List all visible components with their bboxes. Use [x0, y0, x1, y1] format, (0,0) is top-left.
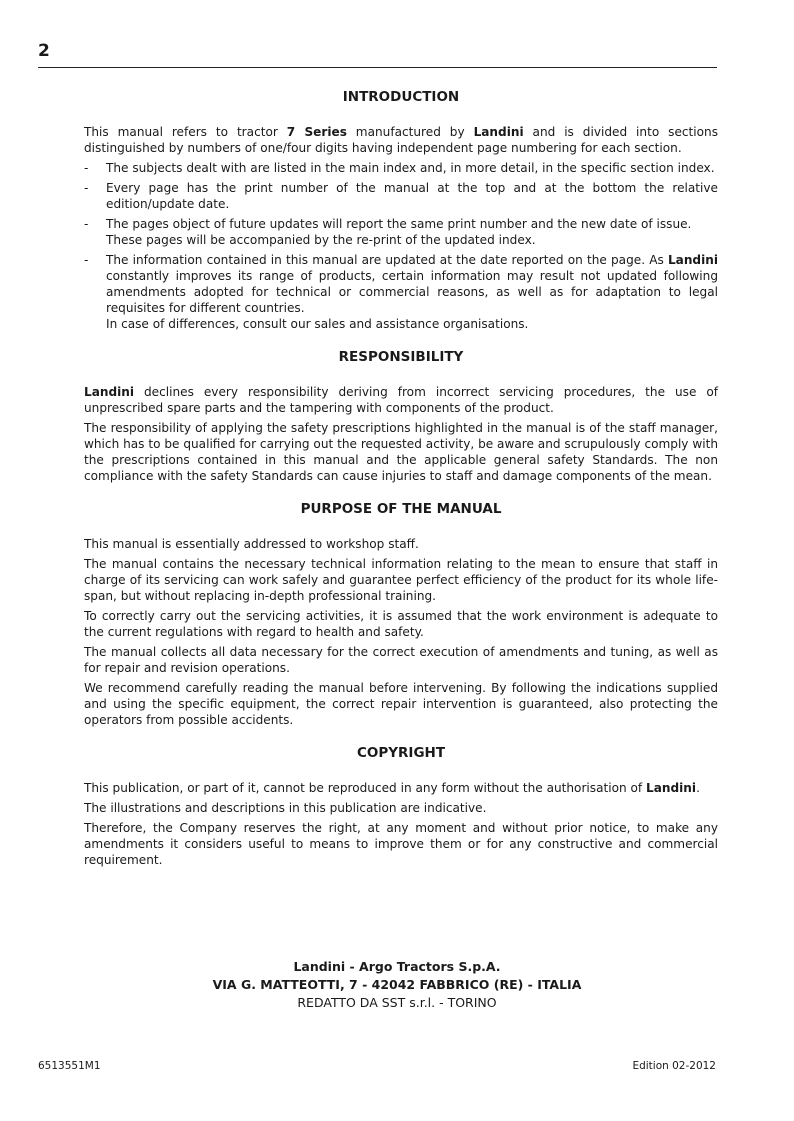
publisher-address: VIA G. MATTEOTTI, 7 - 42042 FABBRICO (RE) - ITALIA [212, 977, 582, 992]
introduction-list [84, 160, 718, 332]
section-responsibility [84, 348, 718, 484]
publisher-block [0, 958, 794, 1012]
copyright-paragraph: This publication, or part of it, cannot be reproduced in any form without the authorisation of Landini. [84, 781, 700, 795]
purpose-paragraph: This manual is essentially addressed to workshop staff. [84, 537, 419, 551]
list-dash: - [84, 253, 89, 267]
section-purpose [84, 500, 718, 728]
list-item: - The pages object of future updates will report the same print number and the new date of issue. These pages will be accompanied by the re-print of the updated index. [84, 217, 692, 247]
purpose-paragraph: We recommend carefully reading the manual before intervening. By following the indications supplied and using the specific equipment, the correct repair intervention is guaranteed, also protecting the operators from possible accidents. [84, 681, 718, 727]
purpose-heading: PURPOSE OF THE MANUAL [300, 501, 502, 517]
list-item: - Every page has the print number of the manual at the top and at the bottom the relative edition/update date. [84, 181, 718, 211]
responsibility-paragraph: Landini declines every responsibility deriving from incorrect servicing procedures, the use of unprescribed spare parts and the tampering with components of the product. [84, 385, 718, 415]
introduction-paragraph: This manual refers to tractor 7 Series manufactured by Landini and is divided into sections distinguished by numbers of one/four digits having independent page numbering for each section. [84, 125, 718, 155]
publisher-company: Landini - Argo Tractors S.p.A. [293, 959, 501, 974]
purpose-paragraph: To correctly carry out the servicing activities, it is assumed that the work environment is adequate to the current regulations with regard to health and safety. [84, 609, 718, 639]
introduction-heading: INTRODUCTION [342, 89, 460, 105]
list-dash: - [84, 161, 89, 175]
section-copyright [84, 744, 718, 868]
page-number: 2 [38, 41, 50, 61]
purpose-paragraph: The manual contains the necessary technical information relating to the mean to ensure that staff in charge of its servicing can work safely and guarantee perfect efficiency of the product for its whole life-span, but without replacing in-depth professional training. [84, 557, 718, 603]
publisher-redatto: REDATTO DA SST s.r.l. - TORINO [297, 995, 497, 1010]
responsibility-heading: RESPONSIBILITY [338, 349, 464, 365]
responsibility-paragraph: The responsibility of applying the safety prescriptions highlighted in the manual is of the staff manager, which has to be qualified for carrying out the requested activity, be aware and scrupulously comply with the prescriptions contained in this manual and the applicable general safety Standards. The non compliance with the safety Standards can cause injuries to staff and damage components of the mean. [84, 421, 718, 483]
list-item: - The information contained in this manual are updated at the date reported on the page. As Landini constantly improves its range of products, certain information may result not updated following amendments adopted for technical or commercial reasons, as well as for adaptation to legal requisites for different countries. In case of differences, consult our sales and assistance organisations. [84, 253, 718, 331]
list-item: - The subjects dealt with are listed in the main index and, in more detail, in the specific section index. [84, 161, 715, 175]
header-rule [38, 67, 717, 68]
page-content [84, 88, 718, 884]
copyright-heading: COPYRIGHT [356, 745, 446, 761]
edition-date: Edition 02-2012 [632, 1060, 716, 1072]
copyright-paragraph: Therefore, the Company reserves the right, at any moment and without prior notice, to make any amendments it considers useful to means to improve them or for any constructive and commercial requirement. [84, 821, 718, 867]
list-dash: - [84, 217, 89, 231]
print-number: 6513551M1 [38, 1060, 101, 1072]
section-introduction [84, 88, 718, 332]
copyright-paragraph: The illustrations and descriptions in this publication are indicative. [84, 801, 487, 815]
purpose-paragraph: The manual collects all data necessary for the correct execution of amendments and tuning, as well as for repair and revision operations. [84, 645, 718, 675]
list-dash: - [84, 181, 89, 195]
